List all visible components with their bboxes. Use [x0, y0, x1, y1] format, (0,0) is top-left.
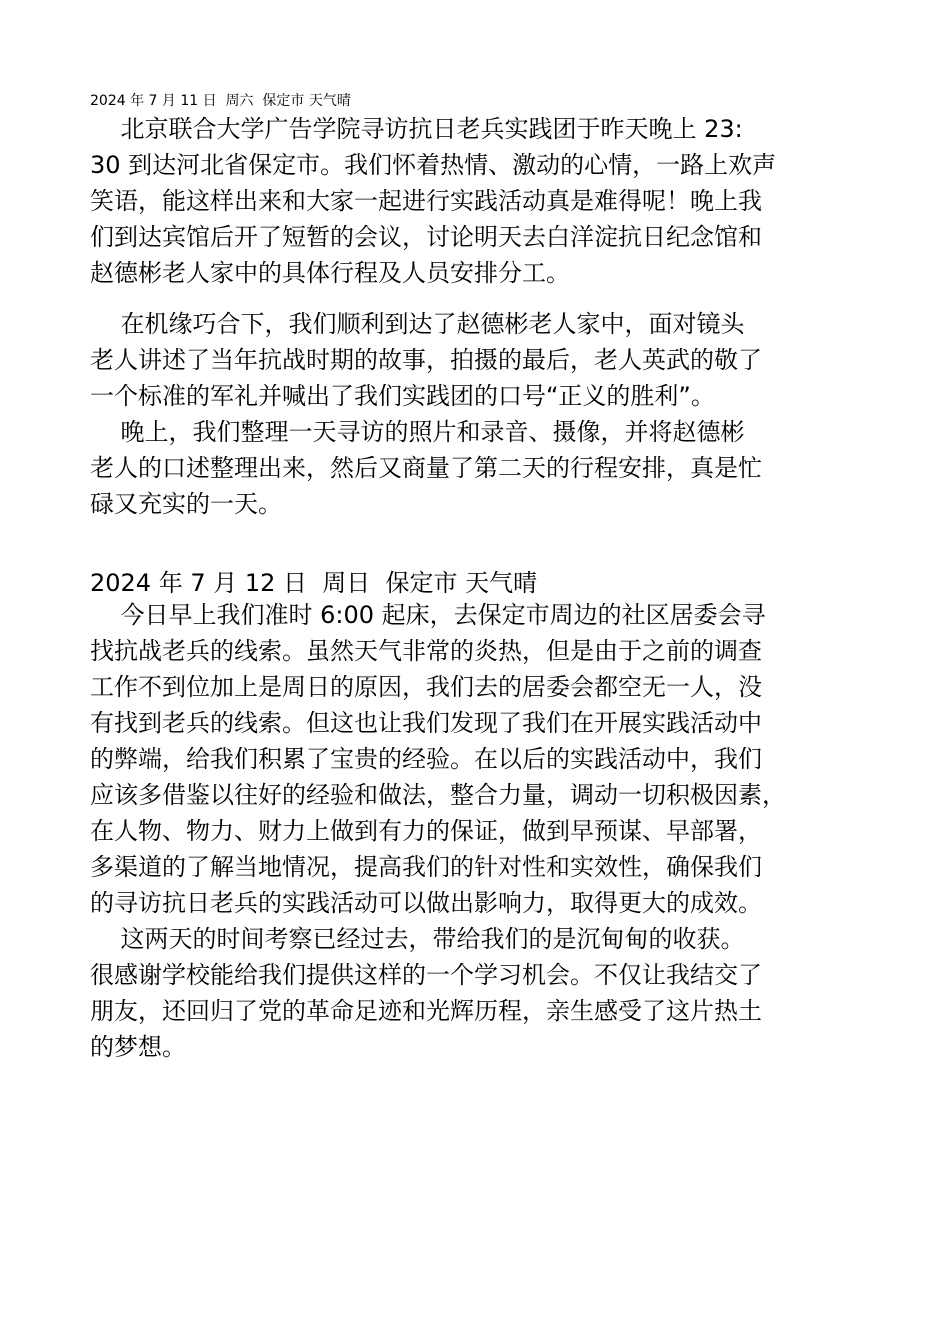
text-line: 有找到老兵的线索。但这也让我们发现了我们在开展实践活动中 — [90, 709, 762, 737]
text-line: 在机缘巧合下，我们顺利到达了赵德彬老人家中，面对镜头 — [90, 310, 745, 338]
text-line: 赵德彬老人家中的具体行程及人员安排分工。 — [90, 259, 570, 287]
text-line: 工作不到位加上是周日的原因，我们去的居委会都空无一人，没 — [90, 673, 762, 701]
entry-date-line: 2024 年 7 月 12 日 周日 保定市 天气晴 — [90, 569, 538, 597]
text-line: 今日早上我们准时 6:00 起床，去保定市周边的社区居委会寻 — [90, 601, 766, 629]
text-line: 这两天的时间考察已经过去，带给我们的是沉甸甸的收获。 — [90, 925, 745, 953]
text-line: 30 到达河北省保定市。我们怀着热情、激动的心情，一路上欢声 — [90, 151, 777, 179]
text-line: 的寻访抗日老兵的实践活动可以做出影响力，取得更大的成效。 — [90, 889, 762, 917]
entry-paragraph — [90, 597, 880, 1065]
text-line: 在人物、物力、财力上做到有力的保证，做到早预谋、早部署， — [90, 817, 762, 845]
text-line: 应该多借鉴以往好的经验和做法，整合力量，调动一切积极因素， — [90, 781, 786, 809]
text-line: 朋友，还回归了党的革命足迹和光辉历程，亲生感受了这片热土 — [90, 997, 762, 1025]
text-line: 的梦想。 — [90, 1033, 186, 1061]
text-line: 老人讲述了当年抗战时期的故事，拍摄的最后，老人英武的敬了 — [90, 346, 762, 374]
entry-date-line: 2024 年 7 月 11 日 周六 保定市 天气晴 — [90, 93, 351, 109]
text-line: 老人的口述整理出来，然后又商量了第二天的行程安排，真是忙 — [90, 454, 762, 482]
text-line: 晚上，我们整理一天寻访的照片和录音、摄像，并将赵德彬 — [90, 418, 745, 446]
entry-paragraph — [90, 306, 880, 522]
text-line: 的弊端，给我们积累了宝贵的经验。在以后的实践活动中，我们 — [90, 745, 762, 773]
text-line: 很感谢学校能给我们提供这样的一个学习机会。不仅让我结交了 — [90, 961, 762, 989]
text-line: 找抗战老兵的线索。虽然天气非常的炎热，但是由于之前的调查 — [90, 637, 762, 665]
text-line: 笑语，能这样出来和大家一起进行实践活动真是难得呢！晚上我 — [90, 187, 762, 215]
text-line: 一个标准的军礼并喊出了我们实践团的口号“正义的胜利”。 — [90, 382, 715, 410]
text-line: 北京联合大学广告学院寻访抗日老兵实践团于昨天晚上 23: — [90, 115, 743, 143]
text-line: 们到达宾馆后开了短暂的会议，讨论明天去白洋淀抗日纪念馆和 — [90, 223, 762, 251]
text-line: 多渠道的了解当地情况，提高我们的针对性和实效性，确保我们 — [90, 853, 762, 881]
text-line: 碌又充实的一天。 — [90, 490, 282, 518]
entry-paragraph — [90, 111, 880, 291]
